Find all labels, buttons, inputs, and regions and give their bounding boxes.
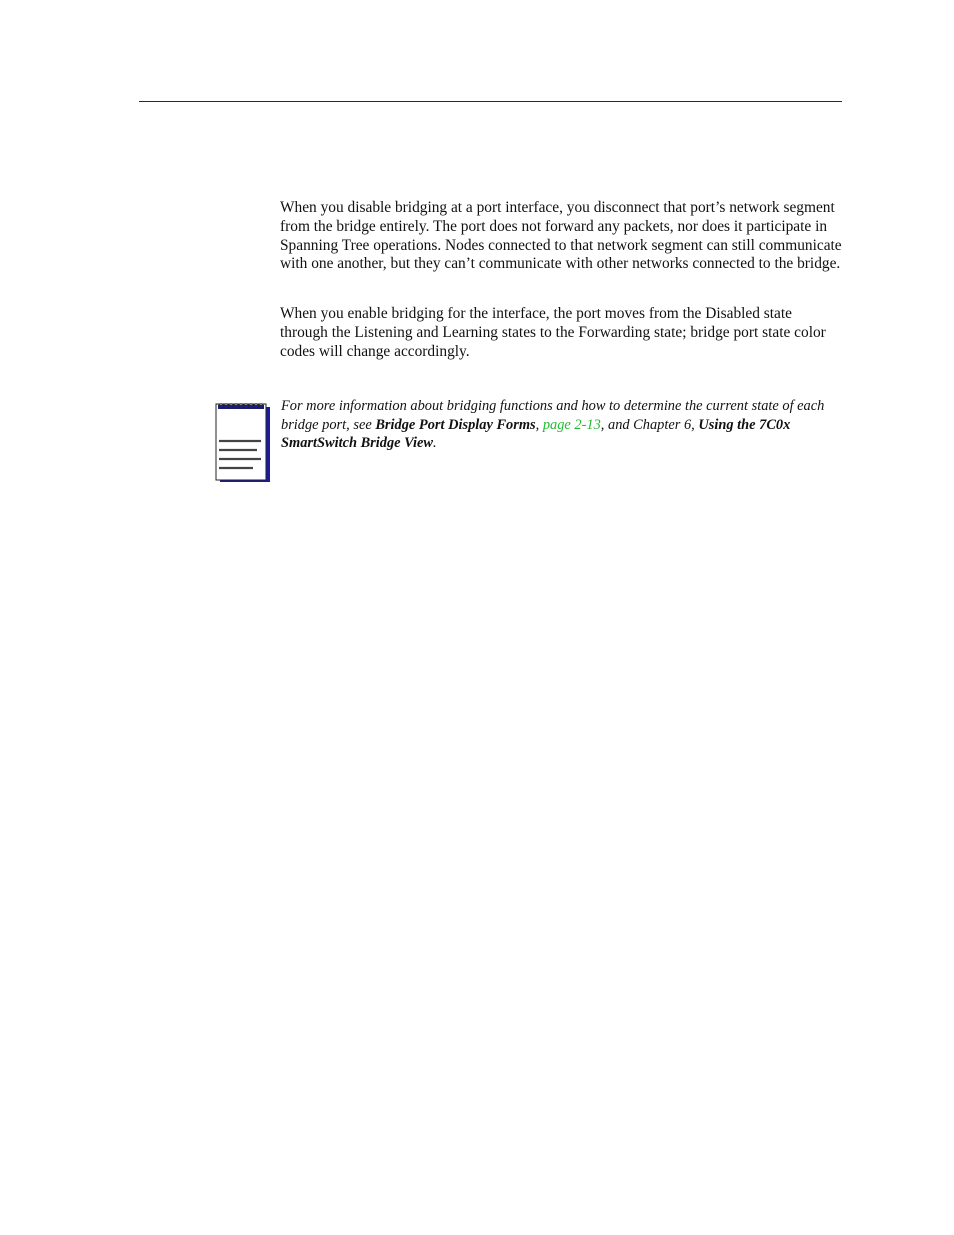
paragraph-enable-bridging: When you enable bridging for the interface, the port moves from the Disabled state through the Listening and Learning states to the Forwarding state; bridge port state color codes will change accordingly. [280, 305, 826, 360]
page-reference-link[interactable]: page 2-13 [542, 416, 601, 433]
notepad-icon [215, 401, 271, 483]
note-bold-bridge-port-display-forms: Bridge Port Display Forms [375, 416, 536, 433]
note-separator: , [535, 416, 543, 433]
paragraph-disable-bridging: When you disable bridging at a port interface, you disconnect that port’s network segment from the bridge entirely. The port does not forward any packets, nor does it participate in Spanning Tree operations. Nodes connected to that network segment can still communicate with one another, but they can’t communicate with other networks connected to the bridge. [280, 199, 842, 273]
note-bold-chapter-title: Using the 7C0x SmartSwitch Bridge View [281, 416, 791, 452]
note-text-intro: For more information about bridging functions and how to determine the current state of each bridge port, see [281, 398, 825, 433]
header-rule [139, 101, 842, 102]
note-separator-chapter: , and Chapter 6, [600, 416, 699, 433]
note-text [281, 397, 844, 453]
note-period: . [432, 435, 437, 452]
